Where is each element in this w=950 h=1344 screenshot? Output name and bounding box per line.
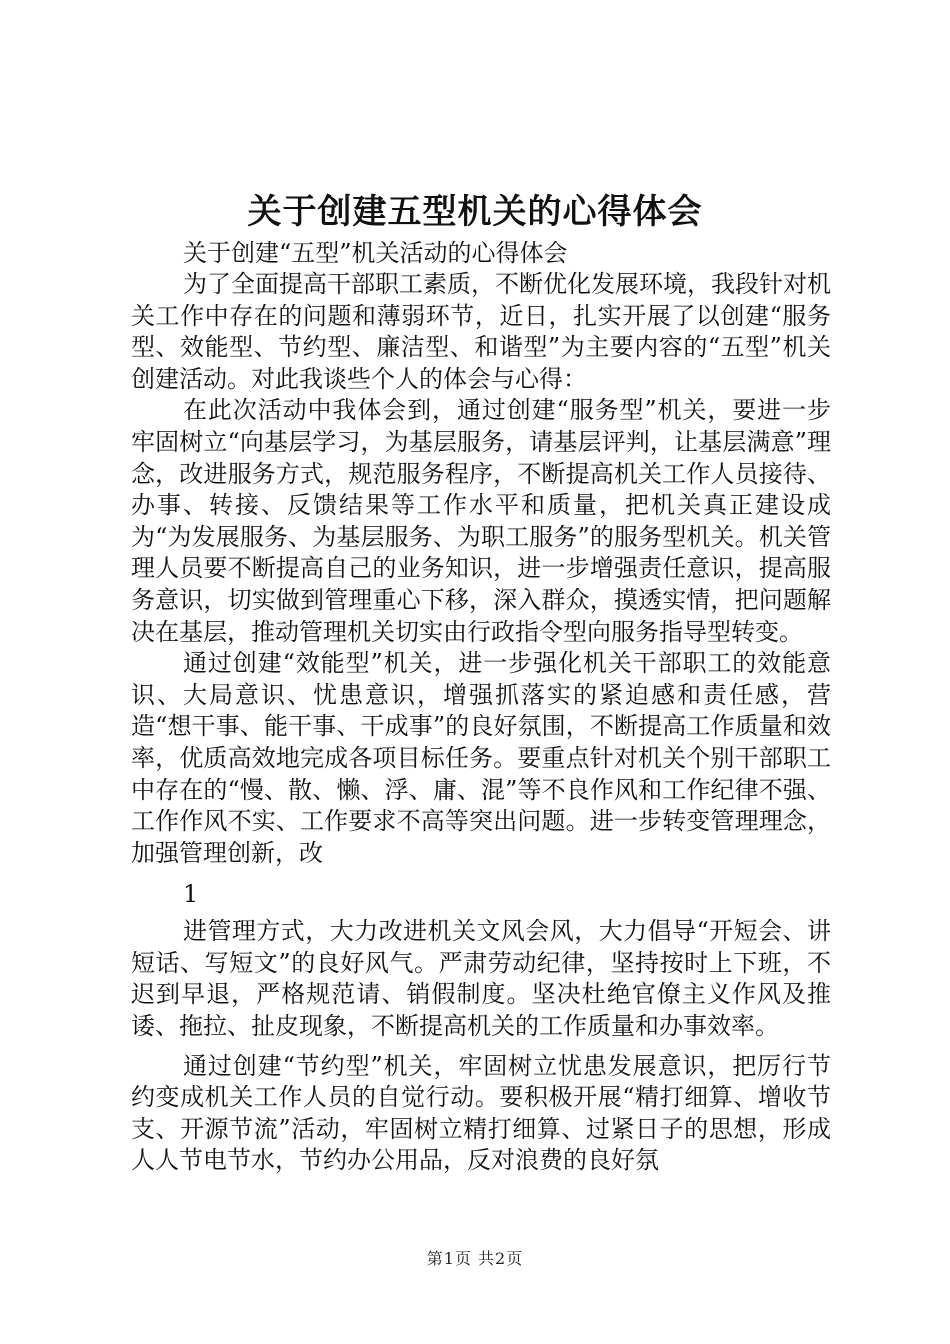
paragraph: 通过创建“效能型”机关，进一步强化机关干部职工的效能意识、大局意识、忧患意识，增强抓落实的紧迫感和责任感，营造“想干事、能干事、干成事”的良好氛围，不断提高工作质量和效率，优质高效地完成各项目标任务。要重点针对机关个别干部职工中存在的“慢、散、懒、浮、庸、混”等不良作风和工作纪律不强、工作作风不实、工作要求不高等突出问题。进一步转变管理理念，加强管理创新，改 bbox=[131, 649, 831, 867]
paragraph: 为了全面提高干部职工素质，不断优化发展环境，我段针对机关工作中存在的问题和薄弱环节，近日，扎实开展了以创建“服务型、效能型、节约型、廉洁型、和谐型”为主要内容的“五型”机关创建活动。对此我谈些个人的体会与心得： bbox=[131, 270, 831, 393]
paragraph: 进管理方式，大力改进机关文风会风，大力倡导“开短会、讲短话、写短文”的良好风气。严肃劳动纪律，坚持按时上下班，不迟到早退，严格规范请、销假制度。坚决杜绝官僚主义作风及推诿、拖拉、扯皮现象，不断提高机关的工作质量和办事效率。 bbox=[131, 917, 831, 1041]
document-title: 关于创建五型机关的心得体会 bbox=[247, 192, 703, 232]
page-footer: 第1页 共2页 bbox=[426, 1249, 524, 1268]
paragraph: 在此次活动中我体会到，通过创建“服务型”机关，要进一步牢固树立“向基层学习，为基层服务，请基层评判，让基层满意”理念，改进服务方式，规范服务程序，不断提高机关工作人员接待、办事、转接、反馈结果等工作水平和质量，把机关真正建设成为“为发展服务、为基层服务、为职工服务”的服务型机关。机关管理人员要不断提高自己的业务知识，进一步增强责任意识，提高服务意识，切实做到管理重心下移，深入群众，摸透实情，把问题解决在基层，推动管理机关切实由行政指令型向服务指导型转变。 bbox=[131, 396, 831, 646]
document-body bbox=[131, 238, 831, 1177]
document-subtitle: 关于创建“五型”机关活动的心得体会 bbox=[183, 239, 568, 267]
page-marker: 1 bbox=[183, 880, 199, 909]
paragraph: 通过创建“节约型”机关，牢固树立忧患发展意识，把厉行节约变成机关工作人员的自觉行动。要积极开展“精打细算、增收节支、开源节流”活动，牢固树立精打细算、过紧日子的思想，形成人人节电节水，节约办公用品，反对浪费的良好氛 bbox=[131, 1051, 831, 1175]
